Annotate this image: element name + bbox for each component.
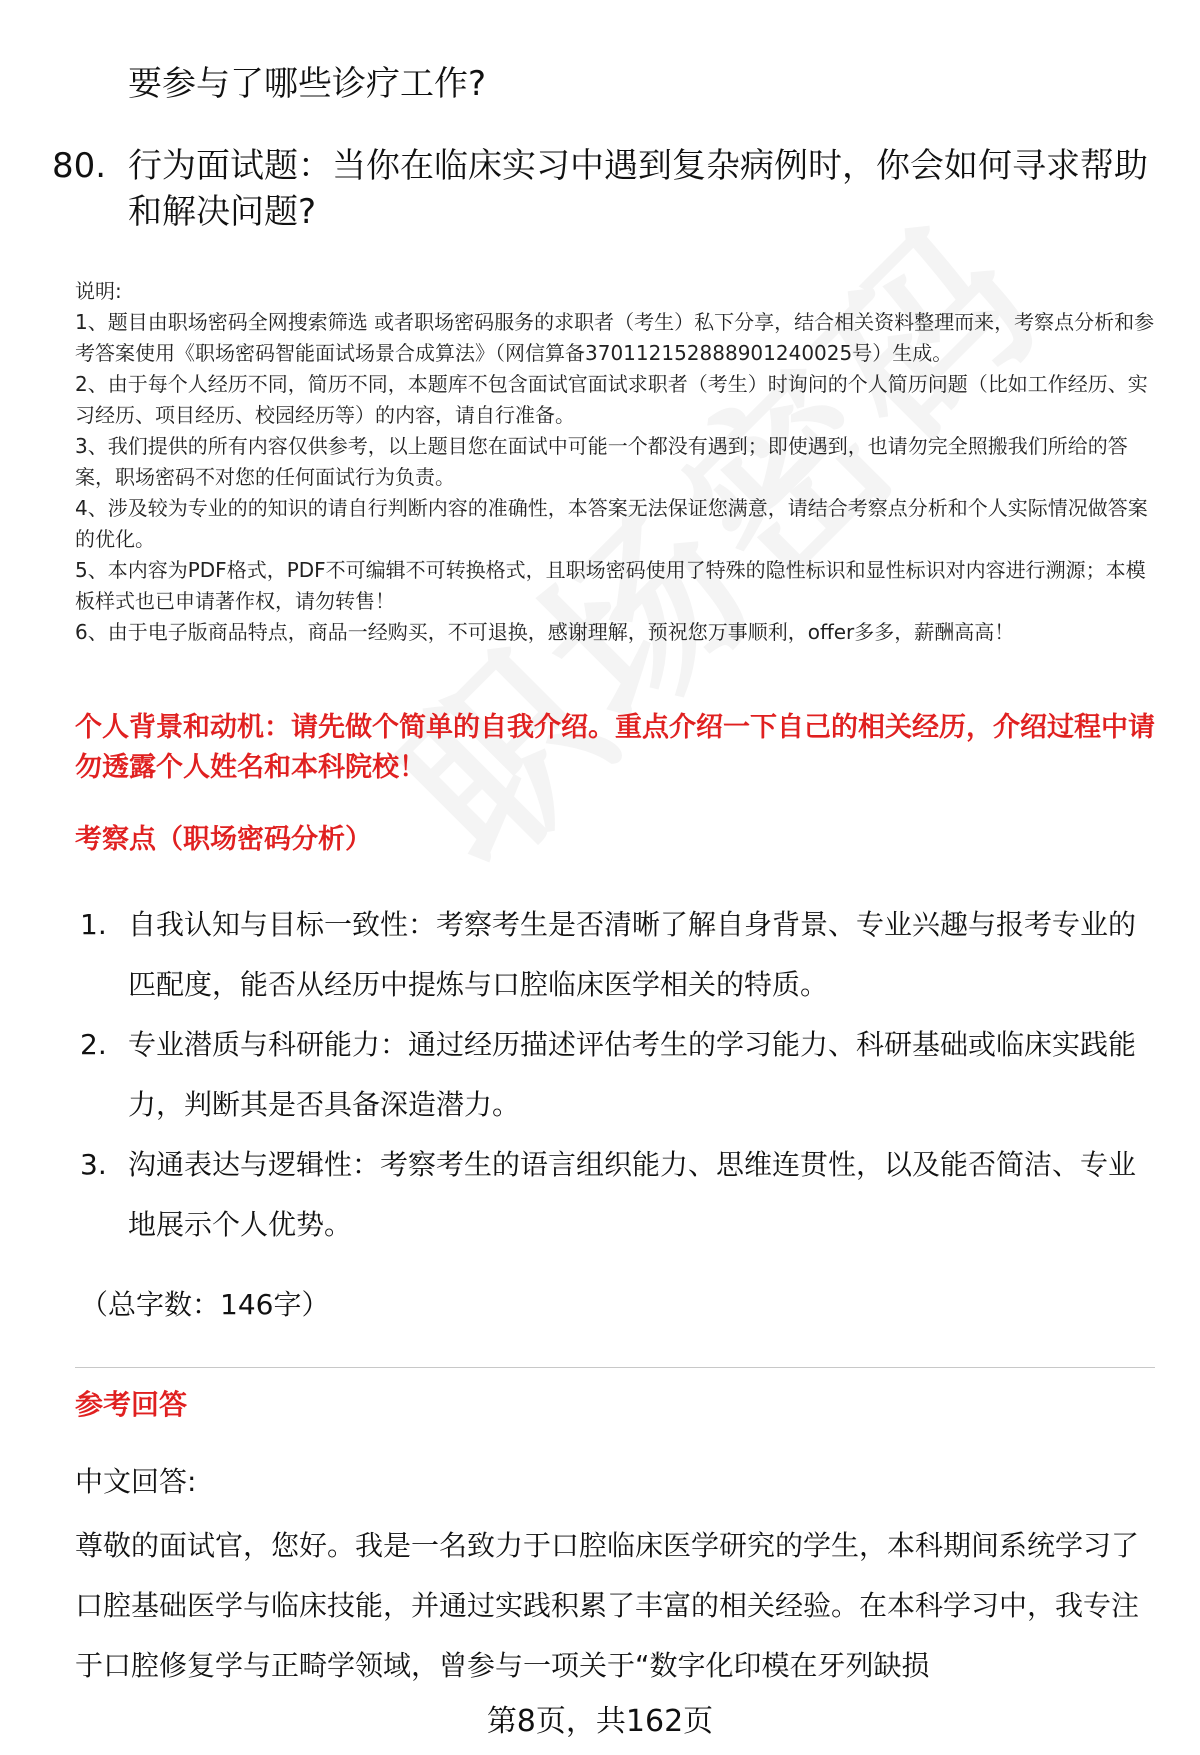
note-item: 3、我们提供的所有内容仅供参考，以上题目您在面试中可能一个都没有遇到；即使遇到，也请勿完全照搬我们所给的答案，职场密码不对您的任何面试行为负责。 [75, 434, 1128, 489]
note-item: 5、本内容为PDF格式，PDF不可编辑不可转换格式，且职场密码使用了特殊的隐性标识和显性标识对内容进行溯源；本模板样式也已申请著作权，请勿转售！ [75, 558, 1146, 613]
notes-heading: 说明: [75, 279, 122, 303]
assessment-point [80, 1135, 1150, 1255]
question-text: 行为面试题：当你在临床实习中遇到复杂病例时，你会如何寻求帮助和解决问题? [128, 146, 1148, 232]
page-footer: 第8页，共162页 [486, 1704, 714, 1739]
assessment-points [80, 895, 1150, 1255]
assessment-point [80, 1015, 1150, 1135]
point-text: 沟通表达与逻辑性：考察考生的语言组织能力、思维连贯性，以及能否简洁、专业地展示个人优势。 [128, 1148, 1137, 1241]
question-number: 80. [52, 146, 107, 186]
point-text: 自我认知与目标一致性：考察考生是否清晰了解自身背景、专业兴趣与报考专业的匹配度，能否从经历中提炼与口腔临床医学相关的特质。 [128, 908, 1137, 1001]
note-item: 4、涉及较为专业的的知识的请自行判断内容的准确性，本答案无法保证您满意，请结合考察点分析和个人实际情况做答案的优化。 [75, 496, 1148, 551]
section-divider [75, 1367, 1155, 1368]
point-text: 专业潜质与科研能力：通过经历描述评估考生的学习能力、科研基础或临床实践能力，判断其是否具备深造潜力。 [128, 1028, 1137, 1121]
previous-question-tail: 要参与了哪些诊疗工作? [128, 64, 487, 104]
answer-language-label: 中文回答: [75, 1465, 197, 1498]
note-item: 1、题目由职场密码全网搜索筛选 或者职场密码服务的求职者（考生）私下分享，结合相关资料整理而来，考察点分析和参考答案使用《职场密码智能面试场景合成算法》（网信算备370112152888901240025号）生成。 [75, 310, 1155, 365]
question-80 [52, 143, 1152, 235]
answer-text: 尊敬的面试官，您好。我是一名致力于口腔临床医学研究的学生，本科期间系统学习了口腔基础医学与临床技能，并通过实践积累了丰富的相关经验。在本科学习中，我专注于口腔修复学与正畸学领域，曾参与一项关于“数字化印模在牙列缺损 [75, 1529, 1140, 1682]
point-number: 3. [80, 1148, 107, 1181]
notes-section [75, 276, 1155, 648]
note-item: 2、由于每个人经历不同，简历不同，本题库不包含面试官面试求职者（考生）时询问的个人简历问题（比如工作经历、实习经历、项目经历、校园经历等）的内容，请自行准备。 [75, 372, 1148, 427]
point-number: 2. [80, 1028, 107, 1061]
point-number: 1. [80, 908, 107, 941]
note-item: 6、由于电子版商品特点，商品一经购买，不可退换，感谢理解，预祝您万事顺利，offer多多，薪酬高高！ [75, 620, 1015, 644]
assessment-point [80, 895, 1150, 1015]
background-question: 个人背景和动机：请先做个简单的自我介绍。重点介绍一下自己的相关经历，介绍过程中请勿透露个人姓名和本科院校！ [75, 712, 1155, 783]
reference-answer-title: 参考回答 [75, 1388, 188, 1421]
word-count: （总字数：146字） [80, 1288, 330, 1321]
assessment-title: 考察点（职场密码分析） [75, 824, 372, 855]
